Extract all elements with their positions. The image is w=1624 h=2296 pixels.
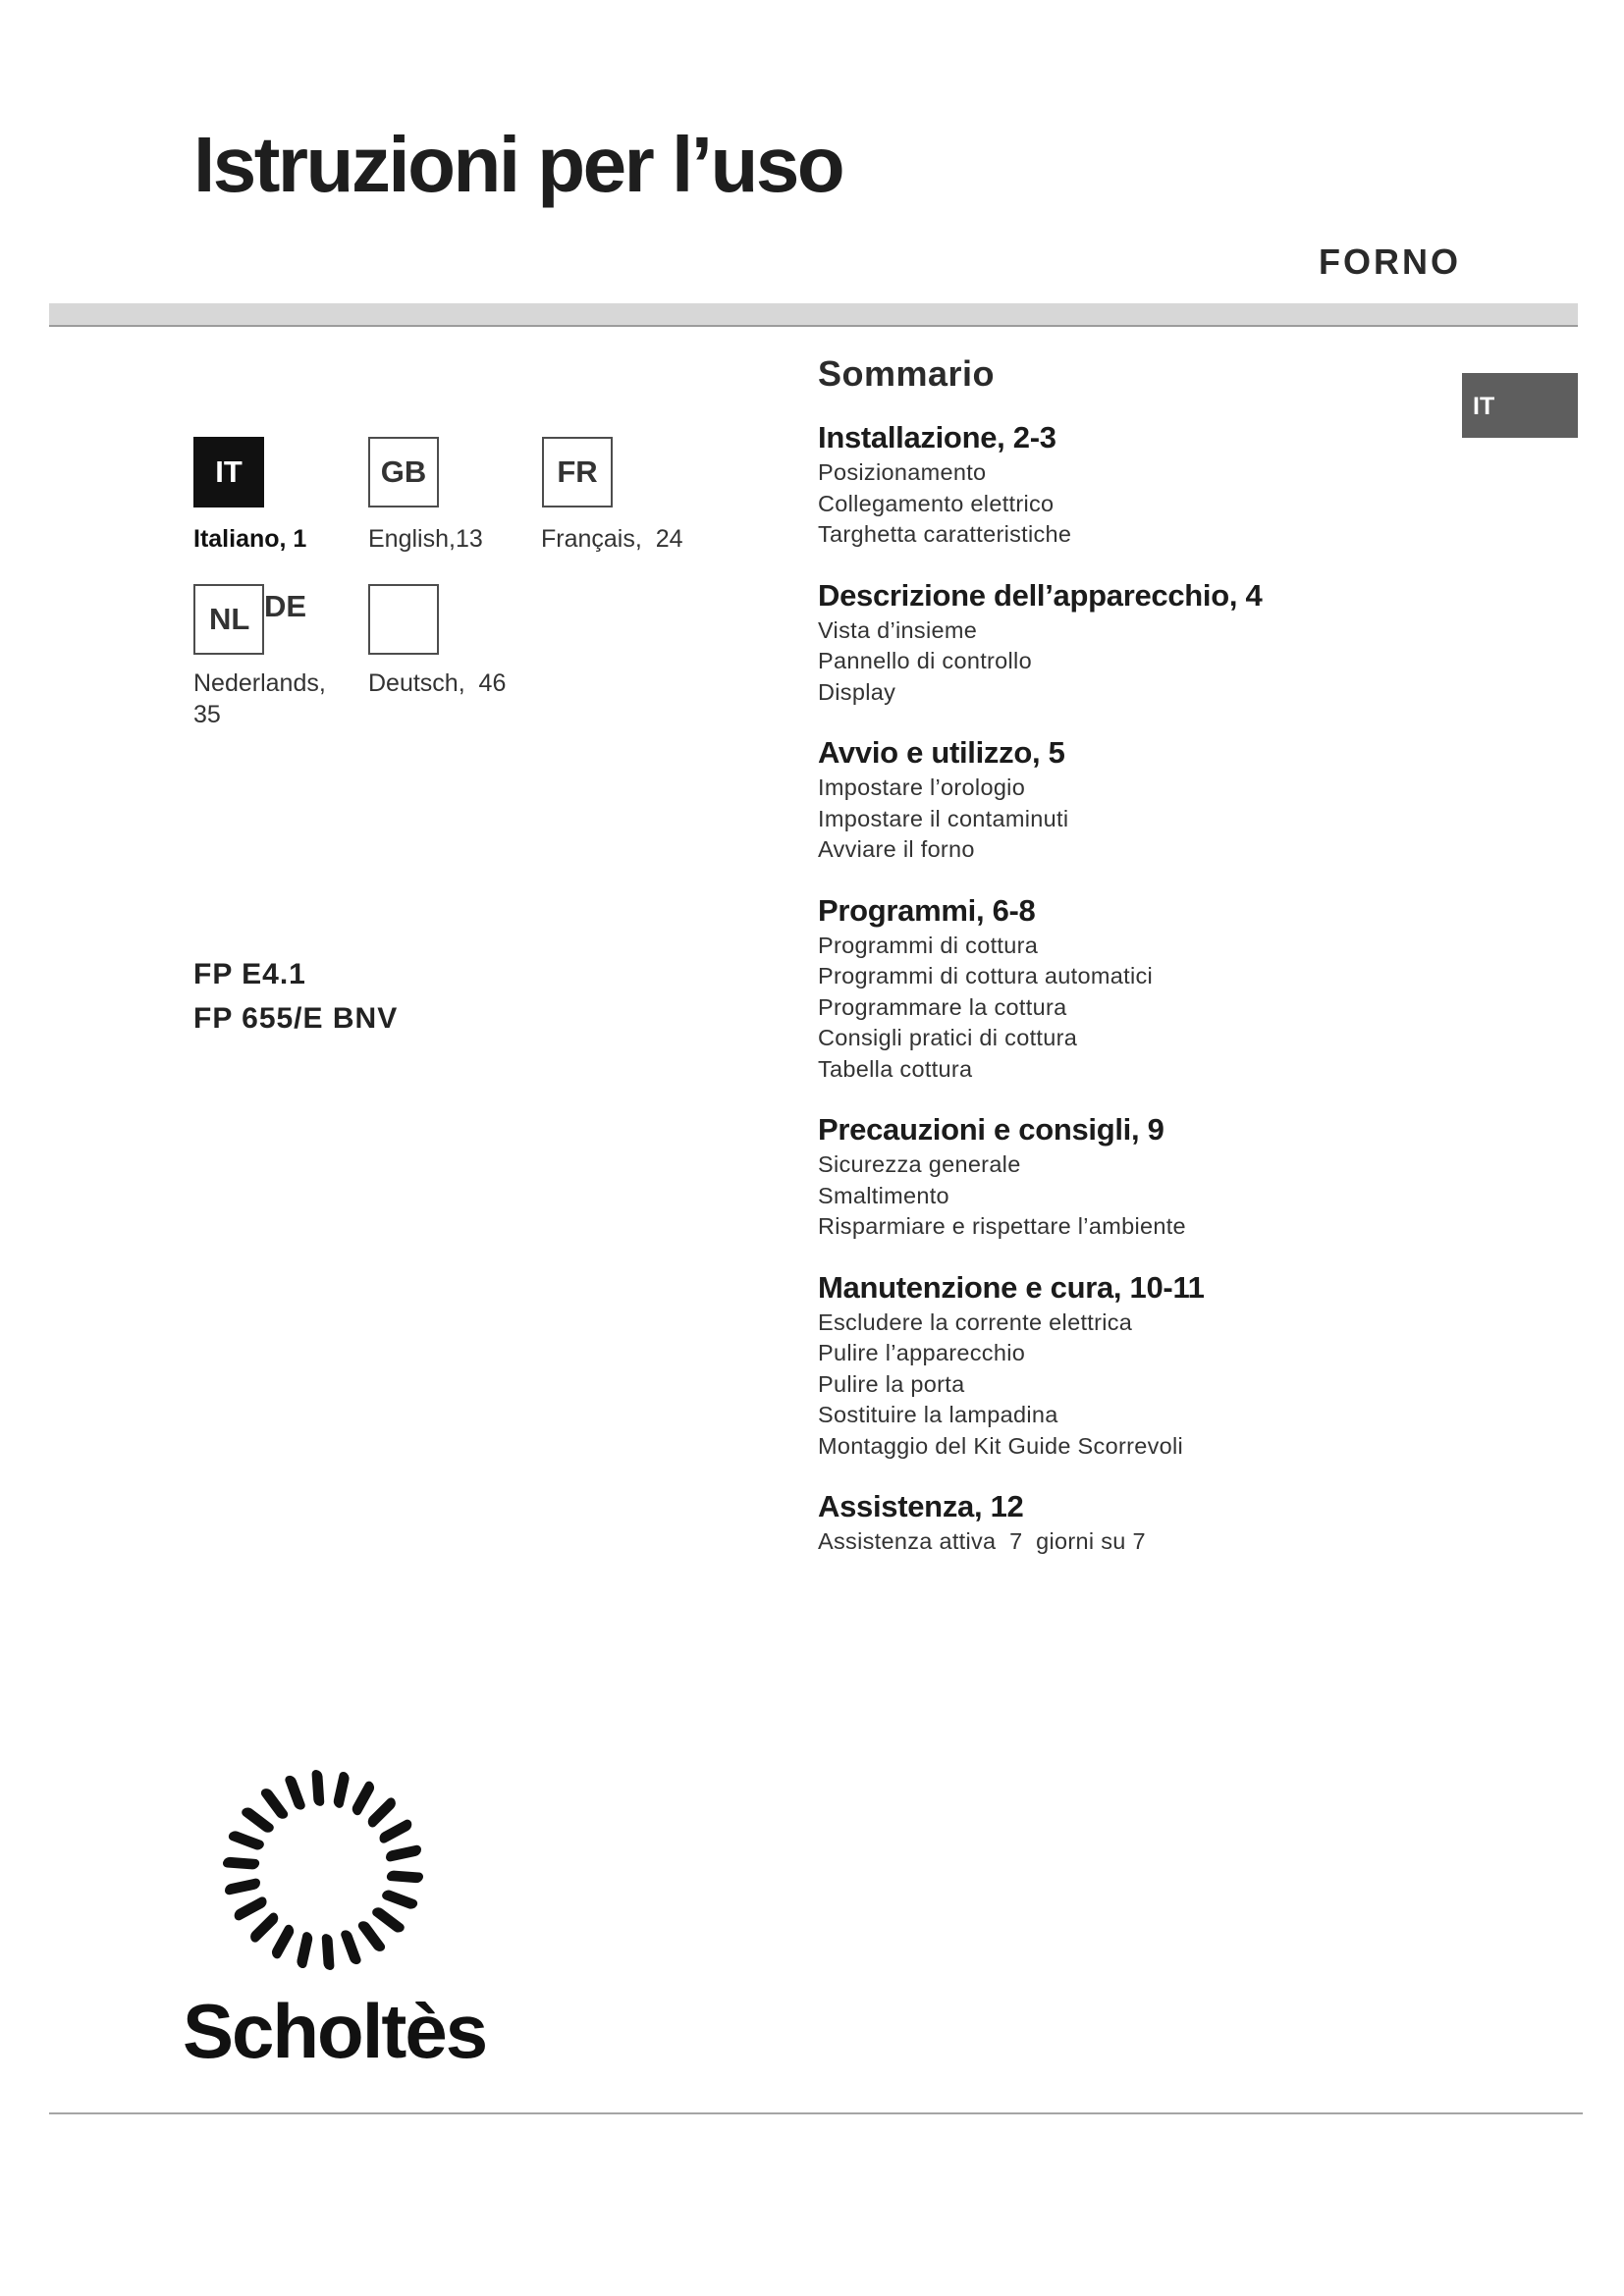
toc-section [818,733,1427,866]
toc-item[interactable]: Display [818,678,896,705]
sun-ray [240,1805,277,1834]
toc-item[interactable]: Pulire l’apparecchio [818,1340,1026,1365]
sun-ray [370,1905,407,1934]
language-code-de: DE [264,589,307,623]
sun-ray [259,1787,291,1820]
toc-item[interactable]: Montaggio del Kit Guide Scorrevoli [818,1432,1184,1459]
toc-section-title[interactable]: Avvio e utilizzo, 5 [818,735,1065,770]
toc-item[interactable]: Avviare il forno [818,836,975,862]
model-code-1: FP E4.1 [193,958,306,990]
toc-item[interactable]: Posizionamento [818,459,987,485]
toc-item[interactable]: Consigli pratici di cottura [818,1025,1078,1050]
sun-ray [333,1770,351,1809]
sun-ray [351,1779,376,1817]
header-divider-bar [49,303,1578,327]
toc-item[interactable]: Programmi di cottura automatici [818,963,1154,988]
language-label-de[interactable]: Deutsch, 46 [368,669,507,697]
language-box-it[interactable]: IT [193,437,264,507]
toc-section-title[interactable]: Descrizione dell’apparecchio, 4 [818,577,1263,613]
sun-ray [225,1878,260,1896]
toc-item[interactable]: Programmare la cottura [818,993,1067,1020]
language-label-nl[interactable] [193,667,326,730]
toc-section-title[interactable]: Assistenza, 12 [818,1489,1024,1523]
language-tab-it[interactable]: IT [1462,373,1578,438]
language-label-nl-line2: 35 [193,701,221,728]
sun-ray [270,1922,296,1960]
toc-item[interactable]: Pannello di controllo [818,648,1032,673]
sun-ray [284,1775,307,1810]
language-label-nl-line1: Nederlands, [193,669,326,697]
toc-item[interactable]: Targhetta caratteristiche [818,521,1072,547]
language-label-gb[interactable]: English,13 [368,525,483,553]
sun-ray [340,1930,363,1965]
sun-ray [356,1919,388,1952]
toc-item[interactable]: Pulire la porta [818,1370,965,1397]
toc-section-title[interactable]: Precauzioni e consigli, 9 [818,1112,1164,1147]
toc-item[interactable]: Impostare l’orologio [818,774,1026,800]
sun-ray [233,1895,267,1922]
sun-ray [222,1856,261,1869]
sun-burst-icon [210,1757,436,1983]
toc-section-title[interactable]: Manutenzione e cura, 10-11 [818,1269,1205,1305]
language-box-gb[interactable]: GB [368,437,439,507]
product-type: FORNO [1319,241,1461,282]
toc-item[interactable]: Escludere la corrente elettrica [818,1308,1133,1335]
sun-ray [386,1844,421,1863]
toc-item[interactable]: Sicurezza generale [818,1151,1021,1177]
footer-divider [49,2112,1583,2114]
toc-section [818,1110,1427,1243]
toc-section [818,418,1427,551]
language-box-fr[interactable]: FR [542,437,613,507]
toc-section [818,576,1427,709]
toc-item[interactable]: Assistenza attiva 7 giorni su 7 [818,1528,1146,1554]
language-label-fr[interactable]: Français, 24 [541,525,683,553]
sun-ray [311,1769,324,1806]
summary-title: Sommario [818,353,996,394]
toc-item[interactable]: Sostituire la lampadina [818,1402,1058,1427]
sun-ray [378,1818,412,1845]
page-title: Istruzioni per l’uso [193,121,843,208]
language-code-nl: NL [209,602,250,636]
toc-section-title[interactable]: Installazione, 2-3 [818,420,1056,454]
toc-item[interactable]: Collegamento elettrico [818,490,1055,516]
sun-ray [296,1930,313,1969]
sun-ray [380,1889,419,1910]
toc-section [818,1487,1427,1558]
sun-ray [248,1910,280,1945]
toc-section-title[interactable]: Programmi, 6-8 [818,892,1036,928]
toc-item[interactable]: Smaltimento [818,1182,949,1208]
toc-item[interactable]: Tabella cottura [818,1055,973,1082]
toc-item[interactable]: Programmi di cottura [818,932,1039,958]
toc-section [818,891,1427,1086]
language-label-it[interactable]: Italiano, 1 [193,525,307,553]
sun-ray [227,1830,266,1851]
brand-name: Scholtès [183,1988,487,2074]
language-box-de[interactable] [368,584,439,655]
summary-toc [818,353,1427,1583]
sun-ray [321,1933,334,1970]
sun-ray [366,1795,398,1830]
toc-item[interactable]: Impostare il contaminuti [818,805,1069,831]
toc-item[interactable]: Vista d’insieme [818,616,978,643]
toc-item[interactable]: Risparmiare e rispettare l’ambiente [818,1213,1186,1239]
model-code-2: FP 655/E BNV [193,1002,399,1035]
language-box-nl[interactable] [193,584,264,655]
sun-ray [386,1870,425,1883]
toc-section [818,1268,1427,1463]
